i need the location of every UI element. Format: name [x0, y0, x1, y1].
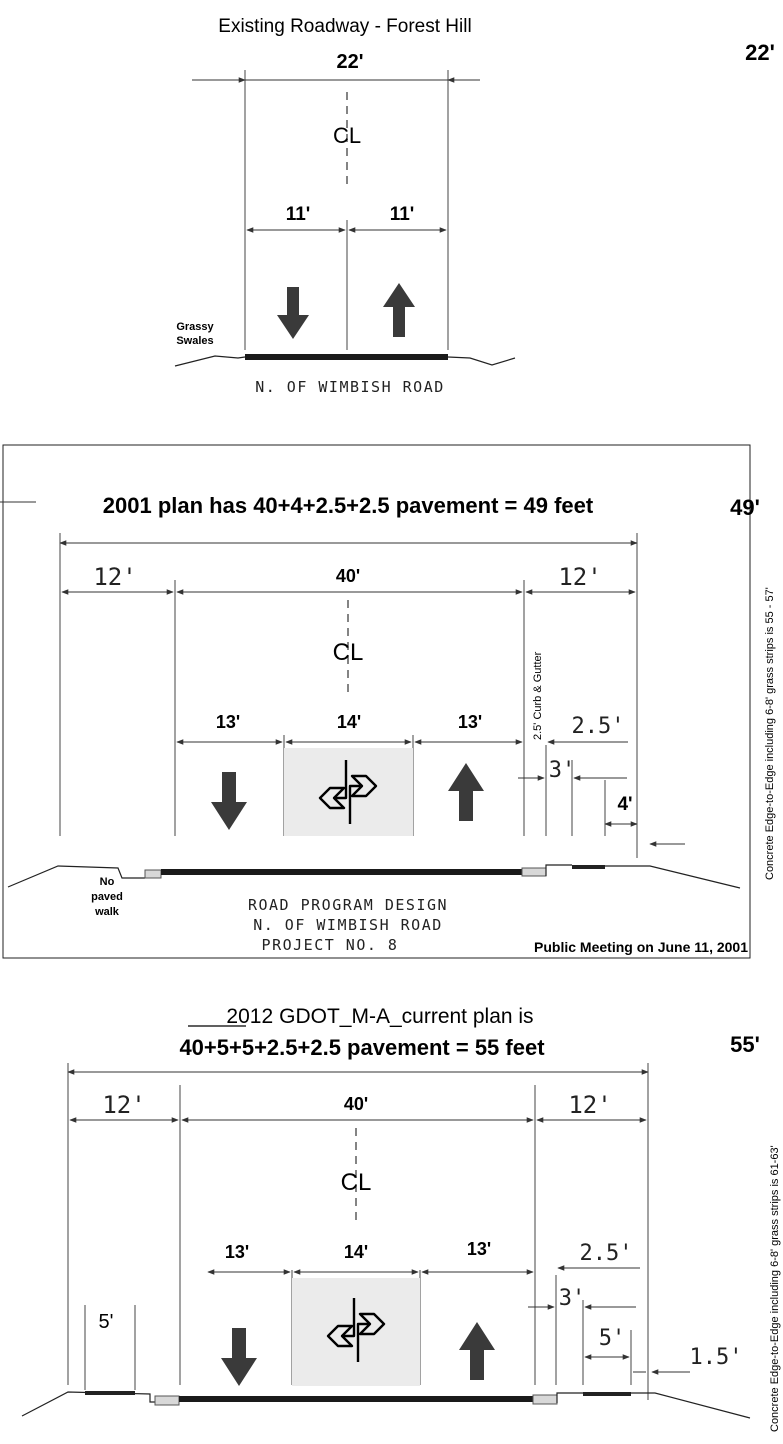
- walk-note-paved: paved: [91, 891, 123, 903]
- plan-2001-frame: [3, 445, 750, 958]
- section2-center-width: 40': [335, 566, 361, 586]
- section2-dim-2-5: 2.5': [571, 714, 625, 739]
- section2-vertical-note: Concrete Edge-to-Edge including 6-8' grass strips is 55 - 57': [764, 587, 776, 880]
- right-slope: [605, 866, 740, 888]
- section3-vertical-note: Concrete Edge-to-Edge including 6-8' grass strips is 61-63': [769, 1145, 781, 1432]
- section2-lane-middle: 14': [336, 712, 362, 732]
- section1-lane-right: 11': [389, 204, 415, 225]
- centerline-symbol: CL: [340, 1169, 372, 1196]
- section-existing-roadway: [175, 16, 775, 396]
- section2-design-line1: ROAD PROGRAM DESIGN: [247, 896, 449, 914]
- section3-left-walk: 5': [98, 1311, 114, 1333]
- section1-lane-left: 11': [285, 204, 311, 225]
- section-2012-plan: [22, 1005, 781, 1432]
- walk-note-no: No: [99, 876, 115, 888]
- section2-design-line2: N. OF WIMBISH ROAD: [253, 916, 443, 934]
- section3-right-border: 12': [568, 1091, 612, 1119]
- section3-headline-line2: 40+5+5+2.5+2.5 pavement = 55 feet: [179, 1035, 545, 1060]
- section2-side-total: 49': [730, 495, 760, 520]
- section1-total-width: 22': [336, 51, 364, 73]
- section1-location: N. OF WIMBISH ROAD: [255, 378, 445, 396]
- right-buffer: [557, 1393, 583, 1403]
- section2-lane-right: 13': [457, 712, 483, 732]
- section3-lane-middle: 14': [343, 1242, 369, 1262]
- section-2001-plan: [0, 445, 776, 958]
- section1-title: Existing Roadway - Forest Hill: [218, 16, 472, 37]
- right-curb: [533, 1395, 557, 1404]
- right-slope: [631, 1393, 750, 1418]
- left-curb: [145, 870, 161, 878]
- northbound-arrow-icon: [459, 1322, 495, 1380]
- swales-note: Swales: [176, 335, 214, 347]
- section2-left-border: 12': [93, 563, 137, 591]
- headline-agency: GDOT_M-A_: [279, 1005, 402, 1028]
- section3-left-border: 12': [102, 1091, 146, 1119]
- right-curb: [522, 868, 546, 876]
- left-curb: [155, 1396, 179, 1405]
- centerline-symbol: CL: [332, 123, 362, 148]
- southbound-arrow-icon: [221, 1328, 257, 1386]
- section3-side-total: 55': [730, 1032, 760, 1057]
- section2-lane-left: 13': [215, 712, 241, 732]
- section3-dim-5: 5': [598, 1326, 626, 1351]
- grassy-note: Grassy: [176, 321, 214, 333]
- right-buffer: [546, 865, 572, 876]
- right-swale: [448, 357, 515, 365]
- section2-curb-note: 2.5' Curb & Gutter: [532, 651, 544, 740]
- median-turn-lane: [292, 1278, 420, 1386]
- section3-lane-right: 13': [466, 1239, 492, 1259]
- section3-dim-3: 3': [558, 1286, 586, 1311]
- section3-headline-line1: [226, 1005, 533, 1028]
- section2-design-line3: PROJECT NO. 8: [261, 936, 399, 954]
- southbound-arrow-icon: [211, 772, 247, 830]
- section2-dim-4: 4': [617, 794, 633, 815]
- northbound-arrow-icon: [383, 283, 415, 337]
- southbound-arrow-icon: [277, 287, 309, 339]
- left-slope: [8, 866, 145, 887]
- section2-dim-3: 3': [548, 758, 576, 783]
- centerline-symbol: CL: [332, 639, 364, 666]
- headline-year: 2012: [226, 1005, 274, 1028]
- section1-side-total: 22': [745, 40, 775, 65]
- section3-center-width: 40': [343, 1094, 369, 1114]
- section3-dim-1-5: 1.5': [689, 1345, 743, 1370]
- walk-note-walk: walk: [95, 906, 119, 918]
- headline-suffix: current plan is: [401, 1005, 534, 1028]
- section3-lane-left: 13': [224, 1242, 250, 1262]
- section2-meeting-note: Public Meeting on June 11, 2001: [534, 939, 748, 955]
- northbound-arrow-icon: [448, 763, 484, 821]
- section3-dim-2-5: 2.5': [579, 1241, 633, 1266]
- left-slope: [22, 1392, 158, 1416]
- left-swale: [175, 356, 245, 366]
- median-turn-lane: [284, 748, 413, 836]
- section2-headline: 2001 plan has 40+4+2.5+2.5 pavement = 49 feet: [102, 493, 594, 518]
- section2-right-border: 12': [558, 563, 602, 591]
